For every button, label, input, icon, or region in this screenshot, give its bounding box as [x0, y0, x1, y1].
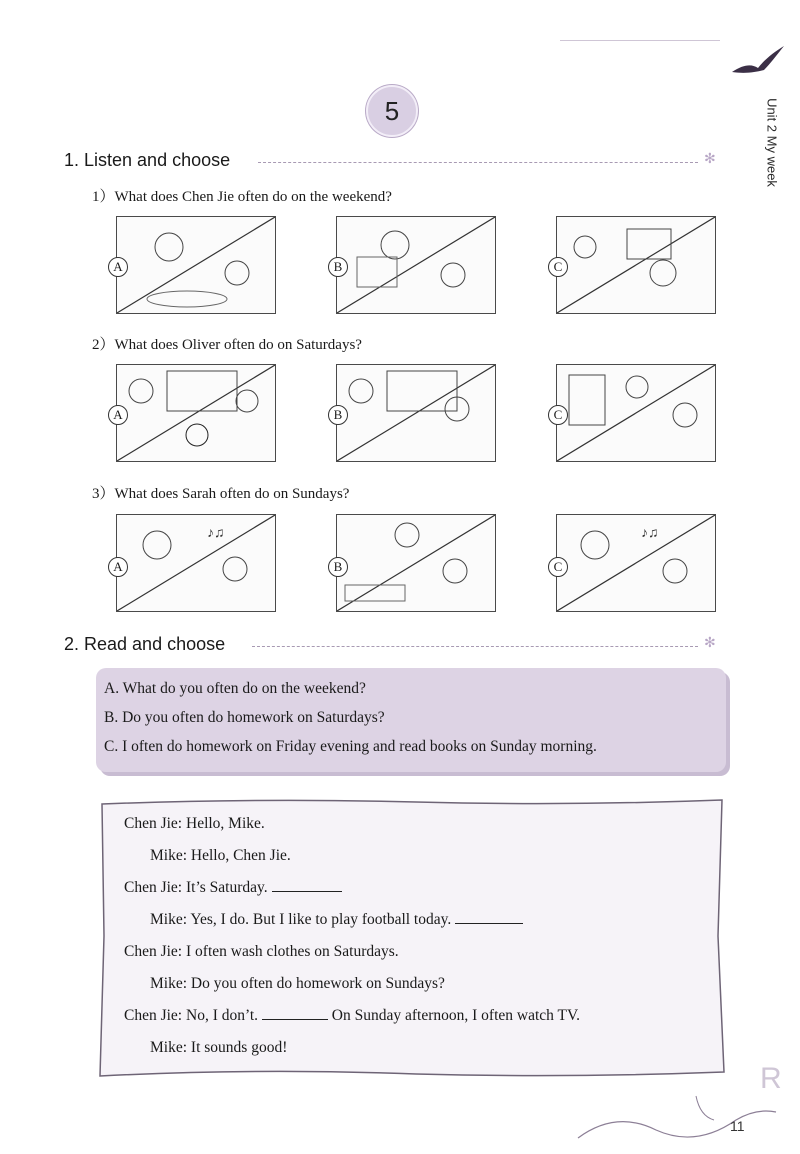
dialog-line-6: [150, 975, 445, 993]
utterance: Hello, Mike.: [186, 815, 265, 832]
speaker: Mike:: [150, 1039, 188, 1056]
speaker: Mike:: [150, 911, 188, 928]
speaker: Mike:: [150, 975, 188, 992]
q1-option-a-picture[interactable]: [116, 216, 276, 314]
boy-illustration-icon: [117, 365, 275, 461]
section-2-divider: [252, 646, 698, 647]
question-3: 3）What does Sarah often do on Sundays?: [92, 486, 350, 502]
speaker: Chen Jie:: [124, 1007, 183, 1024]
speaker: Chen Jie:: [124, 879, 183, 896]
utterance: Do you often do homework on Sundays?: [190, 975, 445, 992]
q2-option-c-label[interactable]: C: [548, 405, 568, 425]
dialog-line-4: [150, 911, 523, 929]
q3-option-b-label[interactable]: B: [328, 557, 348, 577]
top-rule: [560, 40, 720, 41]
section-1-divider: [258, 162, 698, 163]
speaker: Chen Jie:: [124, 815, 183, 832]
q1-option-c-label[interactable]: C: [548, 257, 568, 277]
dialog-line-8: [150, 1039, 287, 1057]
question-2: 2）What does Oliver often do on Saturdays?: [92, 337, 362, 353]
q3-option-c-label[interactable]: C: [548, 557, 568, 577]
q3-option-a-label[interactable]: A: [108, 557, 128, 577]
choice-b: B. Do you often do homework on Saturdays?: [104, 709, 385, 726]
question-1: 1）What does Chen Jie often do on the weekend?: [92, 189, 392, 205]
utterance: It’s Saturday.: [186, 879, 268, 896]
girl-illustration-icon: [557, 217, 715, 313]
answer-blank-2[interactable]: [455, 911, 523, 924]
answer-blank-3[interactable]: [262, 1007, 328, 1020]
lesson-number: 5: [384, 95, 400, 126]
q2-option-a-picture[interactable]: [116, 364, 276, 462]
choice-c: C. I often do homework on Friday evening and read books on Sunday morning.: [104, 738, 597, 755]
utterance-continued: On Sunday afternoon, I often watch TV.: [331, 1007, 581, 1024]
q1-option-a-label[interactable]: A: [108, 257, 128, 277]
choice-a: A. What do you often do on the weekend?: [104, 680, 366, 697]
girl-illustration-icon: [117, 217, 275, 313]
dialog-line-1: [124, 815, 265, 833]
utterance: No, I don’t.: [186, 1007, 259, 1024]
r-logo-icon: R: [760, 1062, 782, 1095]
dialog-line-2: [150, 847, 291, 865]
utterance: Yes, I do. But I like to play football today.: [190, 911, 452, 928]
q3-option-a-picture[interactable]: [116, 514, 276, 612]
q2-option-b-label[interactable]: B: [328, 405, 348, 425]
q1-option-b-label[interactable]: B: [328, 257, 348, 277]
lesson-number-badge: [366, 85, 418, 137]
section-1-heading: 1. Listen and choose: [64, 150, 231, 170]
girl-illustration-icon: [117, 515, 275, 611]
side-tab: Unit 2 My week: [764, 98, 780, 187]
section-2-heading: 2. Read and choose: [64, 634, 226, 654]
boy-illustration-icon: [337, 365, 495, 461]
page-number: 11: [730, 1118, 745, 1134]
q3-option-c-picture[interactable]: [556, 514, 716, 612]
vine-decoration-icon: [576, 1090, 786, 1144]
dialog-line-7: [124, 1007, 580, 1025]
dialog-line-3: [124, 879, 342, 897]
q2-option-c-picture[interactable]: [556, 364, 716, 462]
q1-option-b-picture[interactable]: [336, 216, 496, 314]
q2-option-a-label[interactable]: A: [108, 405, 128, 425]
speaker: Mike:: [150, 847, 188, 864]
utterance: It sounds good!: [190, 1039, 288, 1056]
speaker: Chen Jie:: [124, 943, 183, 960]
snowflake-icon: ✻: [704, 152, 716, 167]
girl-illustration-icon: [337, 217, 495, 313]
answer-blank-1[interactable]: [272, 879, 342, 892]
svg-text:♪♫: ♪♫: [641, 526, 659, 541]
girl-illustration-icon: [337, 515, 495, 611]
utterance: I often wash clothes on Saturdays.: [186, 943, 399, 960]
svg-text:♪♫: ♪♫: [207, 526, 225, 541]
utterance: Hello, Chen Jie.: [190, 847, 291, 864]
q2-option-b-picture[interactable]: [336, 364, 496, 462]
q3-option-b-picture[interactable]: [336, 514, 496, 612]
q1-option-c-picture[interactable]: [556, 216, 716, 314]
snowflake-icon: ✻: [704, 636, 716, 651]
girl-illustration-icon: [557, 515, 715, 611]
boy-illustration-icon: [557, 365, 715, 461]
dialog-line-5: [124, 943, 399, 961]
